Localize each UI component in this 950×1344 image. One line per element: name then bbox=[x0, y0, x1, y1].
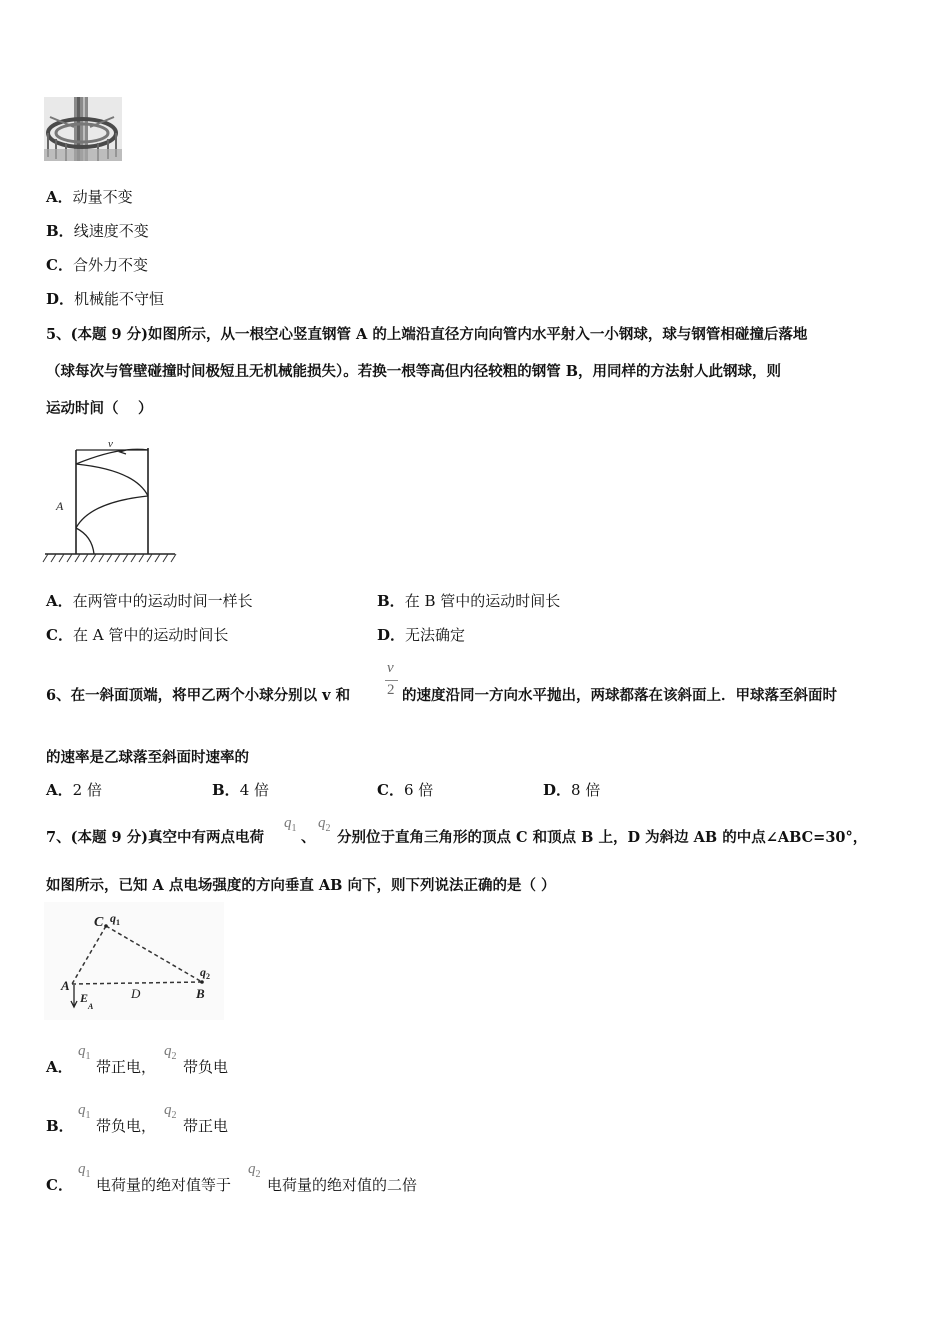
q7-fig-c-label: C bbox=[94, 915, 104, 930]
q7-fig-e-letter: E bbox=[80, 991, 89, 1005]
q5-line3: 运动时间（ ） bbox=[46, 400, 153, 417]
tower-photo bbox=[44, 97, 122, 161]
q5-option-b-letter: B． bbox=[377, 592, 405, 610]
q5-option-c bbox=[46, 624, 228, 645]
q6-option-a bbox=[46, 779, 102, 800]
q4-option-b-letter: B． bbox=[46, 222, 74, 240]
q4-option-a-text: 动量不变 bbox=[72, 188, 133, 206]
q4-option-d-letter: D． bbox=[46, 290, 75, 308]
q7-line2: 如图所示，已知 A 点电场强度的方向垂直 AB 向下，则下列说法正确的是（ ） bbox=[46, 877, 556, 894]
q6-option-c bbox=[377, 779, 433, 800]
q6-option-b-letter: B． bbox=[212, 781, 240, 799]
q6-option-d-letter: D． bbox=[543, 781, 572, 799]
q7-q1-symbol bbox=[284, 815, 297, 834]
q6-option-d-text: 8 倍 bbox=[571, 781, 601, 799]
q7-q1-letter: q bbox=[284, 815, 292, 831]
q7-option-b-part1: 带负电， bbox=[96, 1117, 157, 1135]
q7-option-a-part2: 带负电 bbox=[183, 1058, 229, 1076]
q6-frac-numerator: v bbox=[387, 660, 394, 676]
q5-option-a bbox=[46, 590, 253, 611]
q7-option-a-q2: $q_2$ bbox=[164, 1043, 177, 1062]
q7-score: (本题 9 分) bbox=[70, 829, 148, 846]
q6-option-b bbox=[212, 779, 269, 800]
q7-option-c-q1: $q_1$ bbox=[78, 1161, 91, 1180]
q7-fig-q1-letter: q bbox=[110, 911, 116, 925]
q7-option-c-part1: 电荷量的绝对值等于 bbox=[96, 1176, 232, 1194]
q6-option-c-text: 6 倍 bbox=[403, 781, 434, 799]
q5-score: (本题 9 分) bbox=[70, 326, 148, 343]
q7-stem-1a: 真空中有两点电荷 bbox=[148, 829, 264, 846]
q7-q2-symbol bbox=[318, 815, 331, 834]
q7-q1-sub: 1 bbox=[291, 823, 297, 834]
q6-line1-b: 的速度沿同一方向水平抛出，两球都落在该斜面上．甲球落至斜面时 bbox=[402, 687, 837, 704]
q5-line2: （球每次与管壁碰撞时间极短且无机械能损失）。若换一根等高但内径较粗的钢管 B，用同样的方法射人此钢球，则 bbox=[46, 363, 782, 380]
q5-option-d-letter: D． bbox=[377, 626, 406, 644]
q6-option-d bbox=[543, 779, 600, 800]
q5-number: 5、 bbox=[46, 326, 71, 343]
q7-option-c-part2: 电荷量的绝对值的二倍 bbox=[267, 1176, 418, 1194]
q6-option-c-letter: C． bbox=[377, 781, 404, 799]
q5-option-b bbox=[377, 590, 560, 611]
q7-option-c-letter: C． bbox=[46, 1176, 73, 1194]
q5-option-b-text: 在 B 管中的运动时间长 bbox=[404, 592, 561, 610]
q5-option-c-text: 在 A 管中的运动时间长 bbox=[72, 626, 229, 644]
q7-option-b-q1: $q_1$ bbox=[78, 1102, 91, 1121]
q7-sep: 、 bbox=[301, 829, 316, 846]
q7-stem-1b: 分别位于直角三角形的顶点 C 和顶点 B 上，D 为斜边 AB 的中点∠ABC=30°， bbox=[337, 829, 868, 846]
q6-line2: 的速率是乙球落至斜面时速率的 bbox=[46, 749, 249, 766]
q5-option-d bbox=[377, 624, 465, 645]
q7-q2-sub: 2 bbox=[325, 823, 331, 834]
q4-option-b bbox=[46, 220, 149, 241]
q5-option-a-text: 在两管中的运动时间一样长 bbox=[72, 592, 253, 610]
q6-frac-denominator: 2 bbox=[387, 682, 395, 698]
q4-option-c-text: 合外力不变 bbox=[72, 256, 148, 274]
q7-fig-b-label: B bbox=[196, 986, 205, 1001]
q4-option-a bbox=[46, 186, 133, 207]
q5-pipe-figure bbox=[40, 436, 180, 566]
q5-fig-a-label: A bbox=[56, 499, 64, 513]
q7-fig-a-label: A bbox=[61, 978, 70, 993]
q7-fig-d-label: D bbox=[131, 986, 141, 1001]
q7-fig-q1-sub: 1 bbox=[116, 918, 120, 927]
q7-option-a-part1: 带正电， bbox=[96, 1058, 157, 1076]
q4-option-c bbox=[46, 254, 148, 275]
q5-option-c-letter: C． bbox=[46, 626, 73, 644]
q7-fig-q2-letter: q bbox=[200, 965, 206, 979]
q4-option-a-letter: A． bbox=[46, 188, 73, 206]
q7-fig-e-sub: A bbox=[88, 1002, 94, 1011]
q5-stem-1: 如图所示，从一根空心竖直钢管 A 的上端沿直径方向向管内水平射入一小钢球，球与钢管相碰撞后落地 bbox=[148, 326, 808, 343]
q7-number: 7、 bbox=[46, 829, 71, 846]
q6-option-a-letter: A． bbox=[46, 781, 73, 799]
q6-frac-bar bbox=[385, 680, 398, 681]
q4-option-c-letter: C． bbox=[46, 256, 73, 274]
q7-option-a-letter: A． bbox=[46, 1058, 73, 1076]
q7-option-b-q2: $q_2$ bbox=[164, 1102, 177, 1121]
q5-fig-v-label: v bbox=[108, 438, 113, 450]
q4-option-d-text: 机械能不守恒 bbox=[74, 290, 165, 308]
q7-option-c-q2: $q_2$ bbox=[248, 1161, 261, 1180]
q7-q2-letter: q bbox=[318, 815, 326, 831]
q6-option-a-text: 2 倍 bbox=[72, 781, 102, 799]
q4-option-d bbox=[46, 288, 164, 309]
q7-option-a-q1: $q_1$ bbox=[78, 1043, 91, 1062]
q7-triangle-figure bbox=[44, 902, 224, 1020]
q7-option-b-part2: 带正电 bbox=[183, 1117, 229, 1135]
q7-line1 bbox=[46, 826, 264, 847]
q6-line1-a: 6、在一斜面顶端，将甲乙两个小球分别以 v 和 bbox=[46, 687, 351, 704]
q7-fig-q2-sub: 2 bbox=[206, 972, 210, 981]
q5-line1 bbox=[46, 323, 807, 344]
q7-option-b-letter: B． bbox=[46, 1117, 74, 1135]
q4-option-b-text: 线速度不变 bbox=[73, 222, 149, 240]
q5-option-a-letter: A． bbox=[46, 592, 73, 610]
q5-option-d-text: 无法确定 bbox=[405, 626, 466, 644]
q6-option-b-text: 4 倍 bbox=[239, 781, 269, 799]
